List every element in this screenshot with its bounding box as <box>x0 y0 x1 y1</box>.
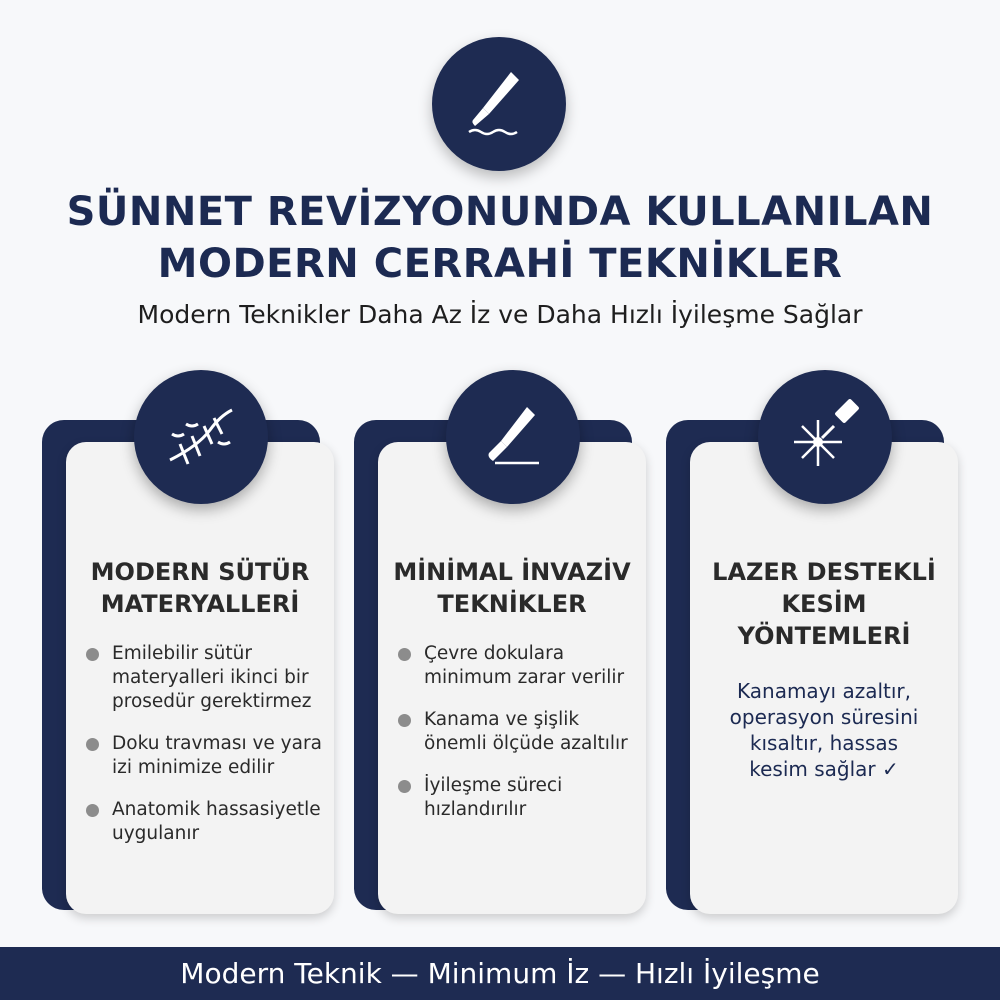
list-item: Emilebilir sütür materyalleri ikinci bir prosedür gerektirmez <box>82 642 332 714</box>
scalpel-icon <box>446 370 580 504</box>
card-heading: KESİM <box>781 590 867 618</box>
list-item: Doku travması ve yara izi minimize edilir <box>82 732 332 780</box>
suture-icon <box>134 370 268 504</box>
footer-banner: Modern Teknik — Minimum İz — Hızlı İyileşme <box>0 947 1000 1000</box>
card-description: Kanamayı azaltır, operasyon süresini kısaltır, hassas kesim sağlar ✓ <box>729 679 919 781</box>
page-title-line1: SÜNNET REVİZYONUNDA KULLANILAN <box>66 189 934 235</box>
card-heading: YÖNTEMLERİ <box>737 622 911 650</box>
list-item: İyileşme süreci hızlandırılır <box>394 774 644 822</box>
card-heading: MODERN SÜTÜR <box>90 558 310 586</box>
card-heading: MİNİMAL İNVAZİV <box>393 558 631 586</box>
card-laser <box>666 420 958 920</box>
list-item: Anatomik hassasiyetle uygulanır <box>82 798 332 846</box>
list-item: Kanama ve şişlik önemli ölçüde azaltılır <box>394 708 644 756</box>
page-subtitle: Modern Teknikler Daha Az İz ve Daha Hızlı İyileşme Sağlar <box>137 300 863 329</box>
page-title-line2: MODERN CERRAHİ TEKNİKLER <box>157 241 843 287</box>
card-bullet-list <box>394 642 644 840</box>
card-bullet-list <box>82 642 332 864</box>
card-heading: LAZER DESTEKLİ <box>712 558 936 586</box>
header-scalpel-icon <box>432 37 566 171</box>
card-heading: TEKNİKLER <box>437 590 587 618</box>
laser-icon <box>758 370 892 504</box>
list-item: Çevre dokulara minimum zarar verilir <box>394 642 644 690</box>
card-suture <box>42 420 334 920</box>
card-minimal-invasive <box>354 420 646 920</box>
card-heading: MATERYALLERİ <box>100 590 300 618</box>
